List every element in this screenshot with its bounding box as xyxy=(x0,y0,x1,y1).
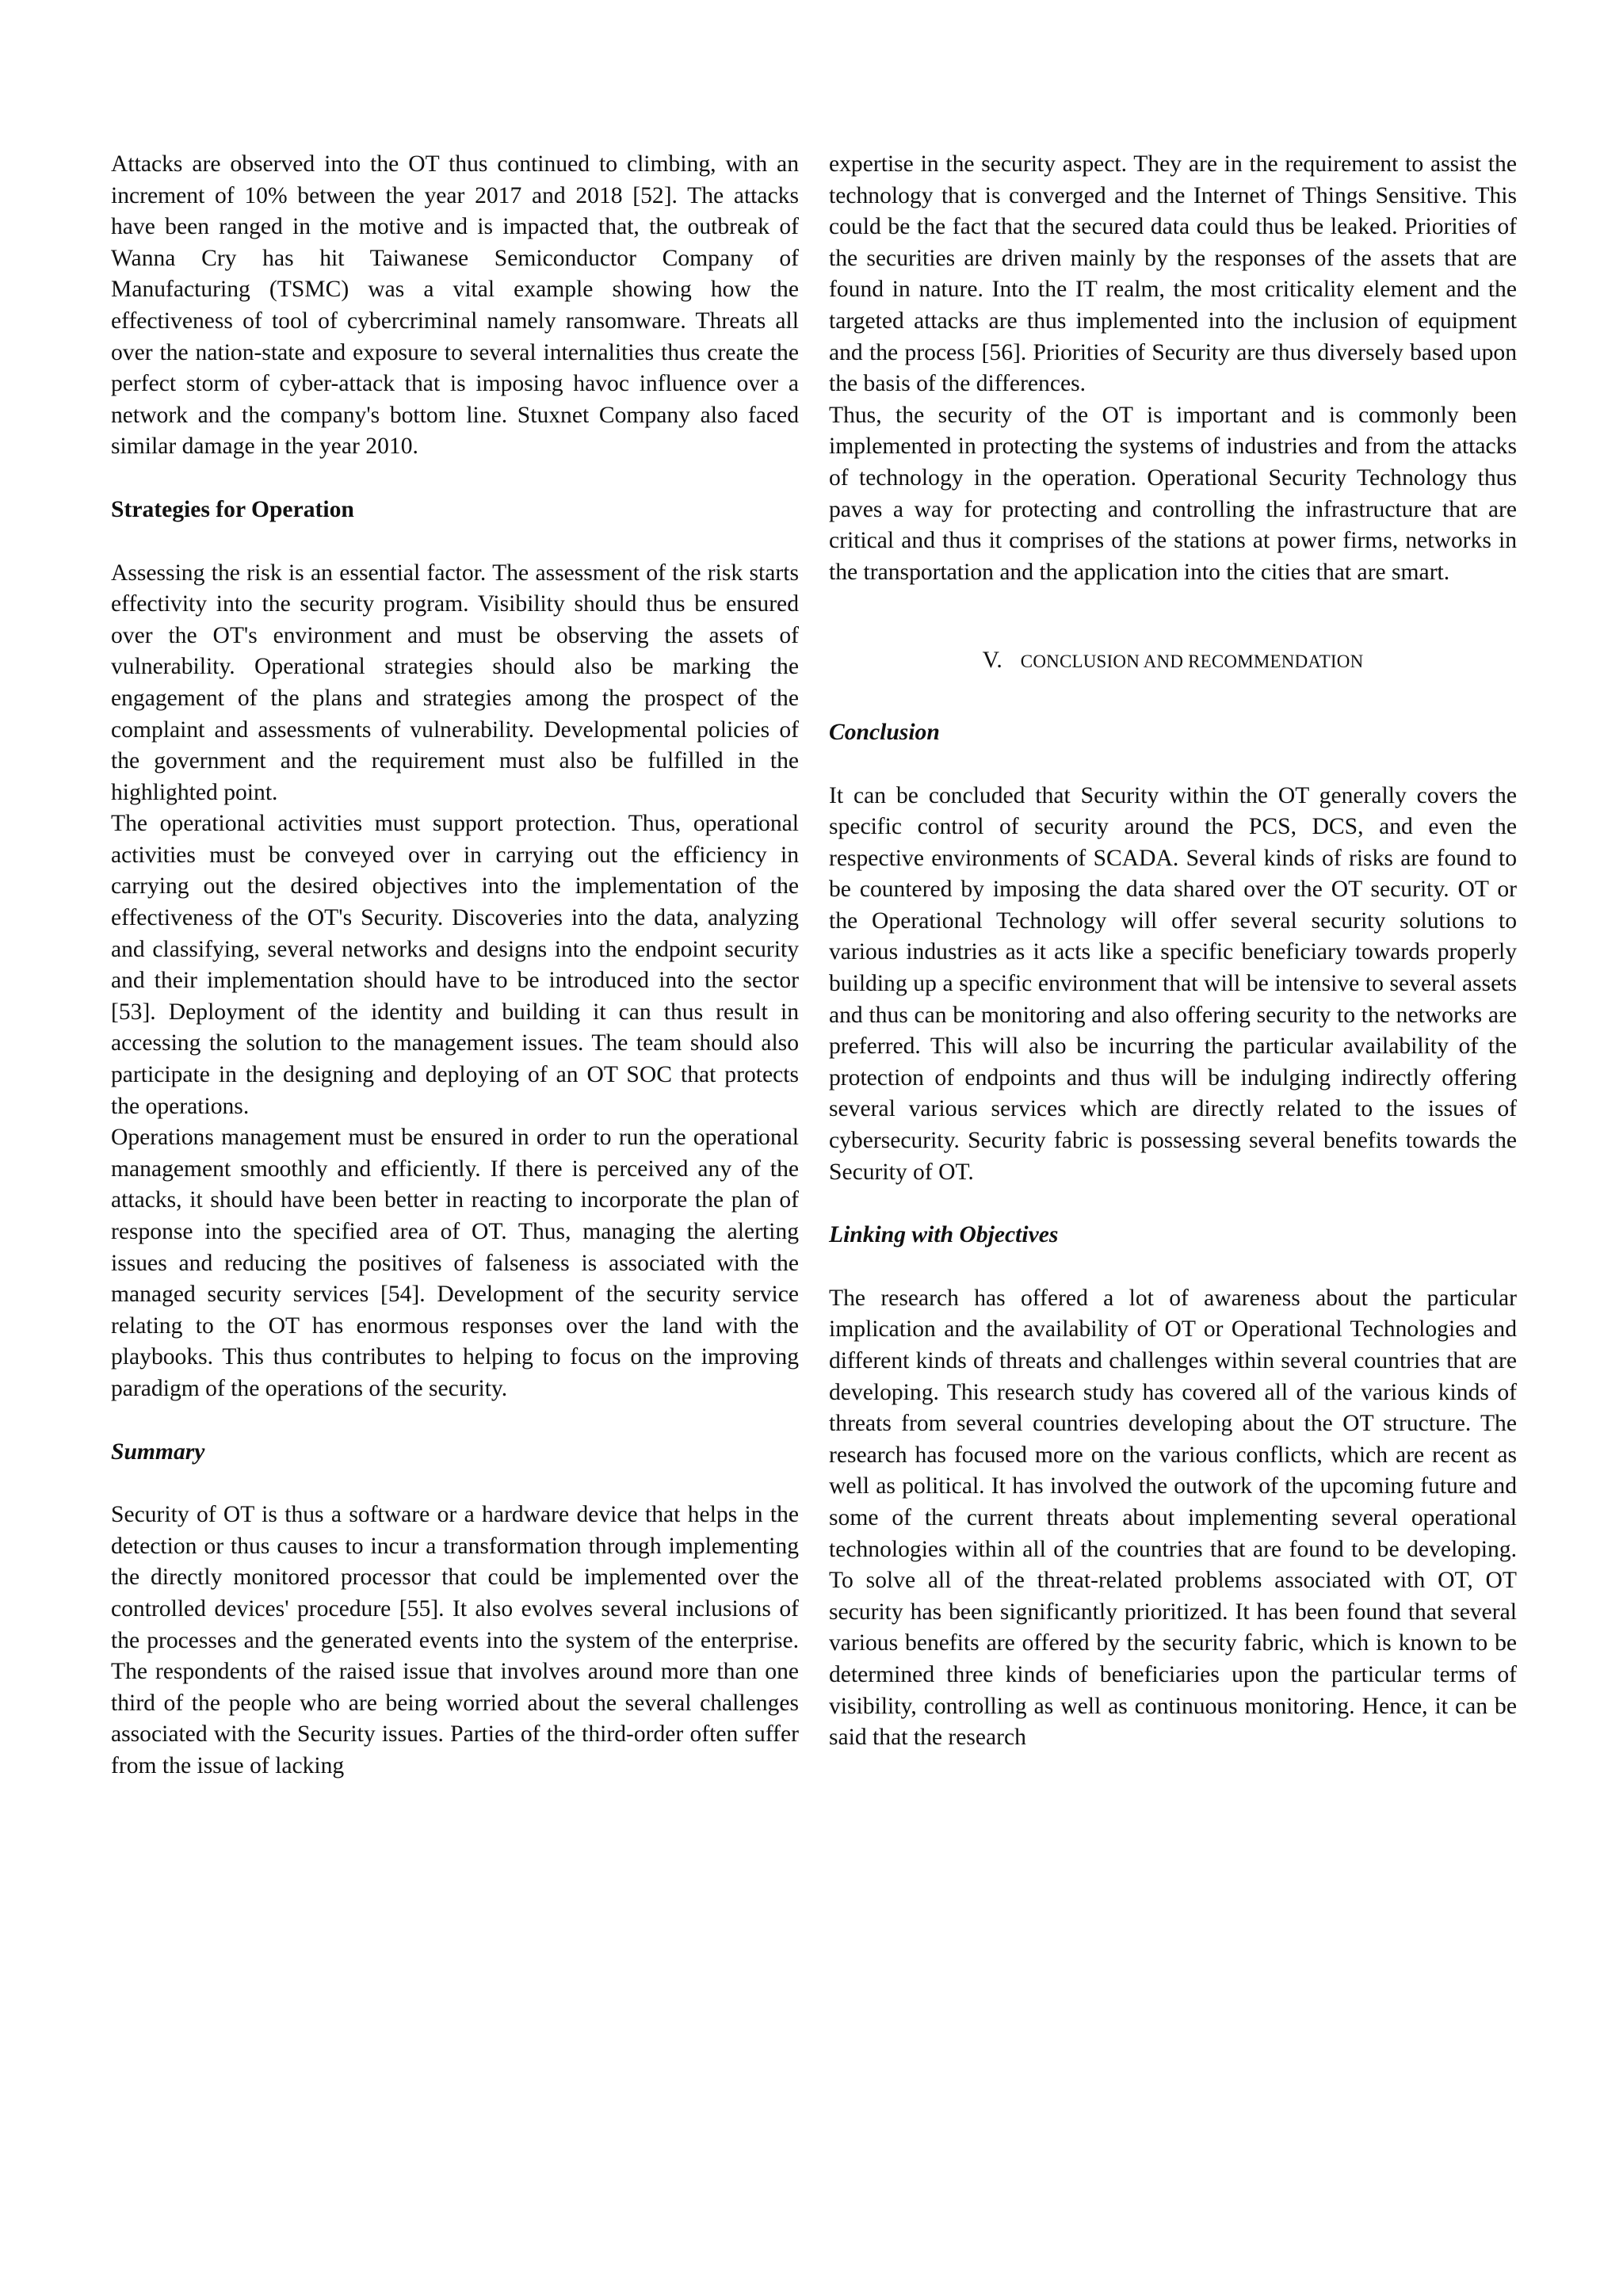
linking-paragraph: The research has offered a lot of awareness about the particular implication and the availability of OT or Operational Technologies and different kinds of threats and challenges within several countries that are developing. This research study has covered all of the various kinds of threats from several countries developing about the OT structure. The research has focused more on the various conflicts, which are recent as well as political. It has involved the outwork of the upcoming future and some of the current threats about implementing several operational technologies within all of the countries that are found to be developing. To solve all of the threat-related problems associated with OT, OT security has been significantly prioritized. It has been found that several various benefits are offered by the security fabric, which is known to be determined three kinds of beneficiaries upon the particular terms of visibility, controlling as well as continuous monitoring. Hence, it can be said that the research xyxy=(829,1285,1517,1751)
strategies-paragraph-3: Operations management must be ensured in order to run the operational management smoothly and efficiently. If there is perceived any of the attacks, it should have been better in reacting to incorporate the plan of response into the specified area of OT. Thus, managing the alerting issues and reducing the positives of falseness is associated with the managed security services [54]. Development of the security service relating to the OT has enormous responses over the land with the playbooks. This thus contributes to helping to focus on the improving paradigm of the operations of the security. xyxy=(111,1125,799,1401)
strategies-paragraph-2: The operational activities must support protection. Thus, operational activities must be conveyed over in carrying out the efficiency in carrying out the desired objectives into the implementation of the effectiveness of the OT's Security. Discoveries into the data, analyzing and classifying, several networks and designs into the endpoint security and their implementation should have to be introduced into the sector [53]. Deployment of the identity and building it can thus result in accessing the solution to the management issues. The team should also participate in the designing and deploying of an OT SOC that protects the operations. xyxy=(111,811,799,1119)
section-number: V. xyxy=(982,648,1002,674)
strategies-heading: Strategies for Operation xyxy=(111,496,354,522)
intro-paragraph: Attacks are observed into the OT thus continued to climbing, with an increment of 10% between the year 2017 and 2018 [52]. The attacks have been ranged in the motive and is impacted that, the outbreak of Wanna Cry has hit Taiwanese Semiconductor Company of Manufacturing (TSMC) was a vital example showing how the effectiveness of tool of cybercriminal namely ransomware. Threats all over the nation-state and exposure to several internalities thus create the perfect storm of cyber-attack that is imposing havoc influence over a network and the company's bottom line. Stuxnet Company also faced similar damage in the year 2010. xyxy=(111,151,799,460)
summary-heading: Summary xyxy=(111,1438,205,1465)
conclusion-paragraph: It can be concluded that Security within the OT generally covers the specific control of security around the PCS, DCS, and even the respective environments of SCADA. Several kinds of risks are found to be countered by imposing the data shared over the OT security. OT or the Operational Technology will offer several security solutions to various industries as it acts like a specific beneficiary towards properly building up a specific environment that will be intensive to several assets and thus can be monitoring and also offering security to the networks are preferred. This will also be incurring the particular availability of the protection of endpoints and thus will be indulging indirectly offering several various services which are directly related to the issues of cybersecurity. Security fabric is possessing several benefits towards the Security of OT. xyxy=(829,782,1517,1185)
section-title xyxy=(829,645,1517,678)
left-column xyxy=(111,149,799,1782)
summary-paragraph: Security of OT is thus a software or a hardware device that helps in the detection or thus causes to incur a transformation through implementing the directly monitored processor that could be implemented over the controlled devices' procedure [55]. It also evolves several inclusions of the processes and the generated events into the system of the enterprise. The respondents of the raised issue that involves around more than one third of the people who are being worried about the several challenges associated with the Security issues. Parties of the third-order often suffer from the issue of lacking xyxy=(111,1502,799,1778)
continued-paragraph-2: Thus, the security of the OT is important and is commonly been implemented in protecting the systems of industries and from the attacks of technology in the operation. Operational Security Technology thus paves a way for protecting and controlling the infrastructure that are critical and thus it comprises of the stations at power firms, networks in the transportation and the application into the cities that are smart. xyxy=(829,402,1517,585)
continued-paragraph-1: expertise in the security aspect. They are in the requirement to assist the technology that is converged and the Internet of Things Sensitive. This could be the fact that the secured data could thus be leaked. Priorities of the securities are driven mainly by the responses of the assets that are found in nature. Into the IT realm, the most criticality element and the targeted attacks are thus implemented into the inclusion of equipment and the process [56]. Priorities of Security are thus diversely based upon the basis of the differences. xyxy=(829,151,1517,397)
right-column xyxy=(829,149,1517,1754)
linking-heading: Linking with Objectives xyxy=(829,1222,1059,1248)
section-title-text: CONCLUSION AND RECOMMENDATION xyxy=(1020,651,1364,672)
strategies-paragraph-1: Assessing the risk is an essential factor. The assessment of the risk starts effectivity into the security program. Visibility should thus be ensured over the OT's environment and must be observing the assets of vulnerability. Operational strategies should also be marking the engagement of the plans and strategies among the prospect of the complaint and assessments of vulnerability. Developmental policies of the government and the requirement must also be fulfilled in the highlighted point. xyxy=(111,560,799,805)
conclusion-heading: Conclusion xyxy=(829,719,940,745)
